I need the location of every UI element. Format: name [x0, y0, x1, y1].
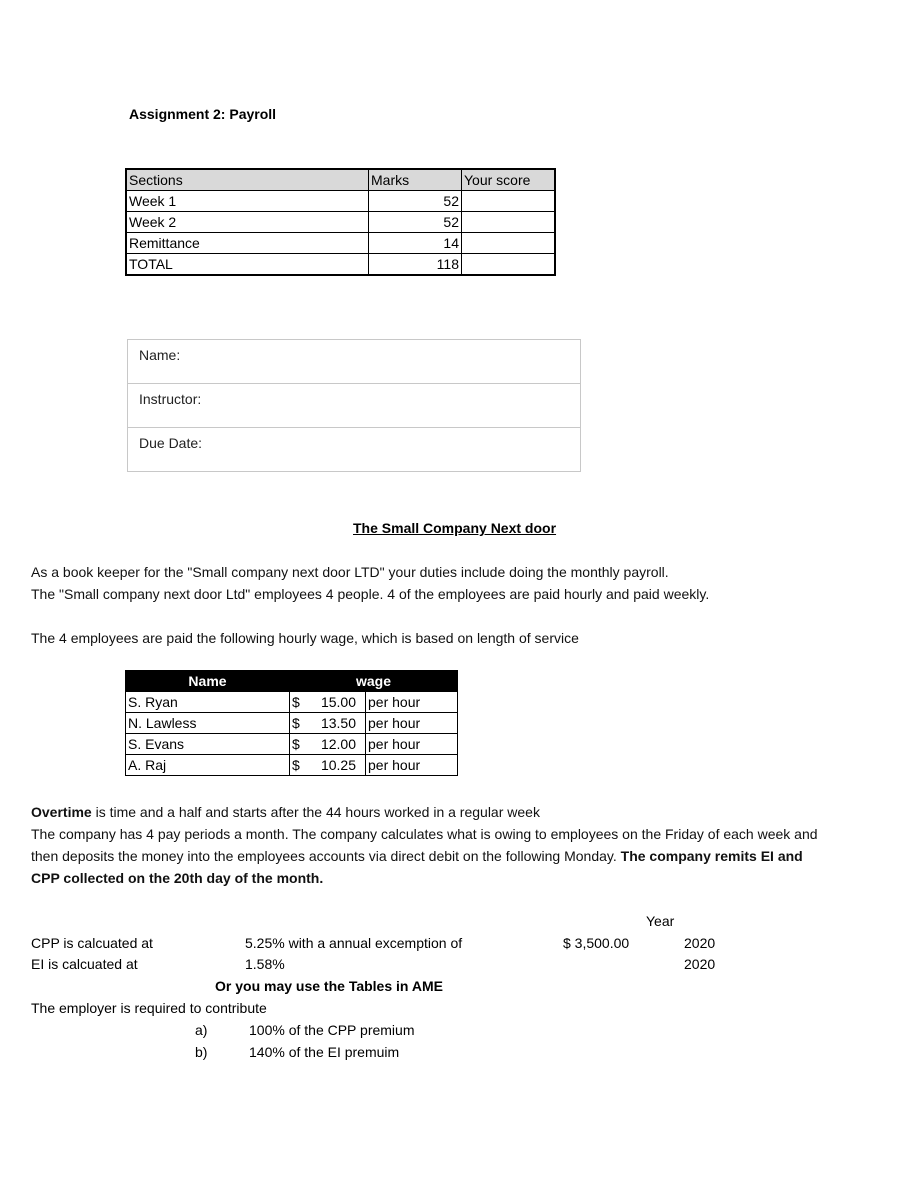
intro-line-1: As a book keeper for the "Small company next door LTD" your duties include doing the monthly payroll. — [31, 564, 669, 580]
section-cell: Week 2 — [126, 212, 369, 233]
overtime-line — [31, 804, 540, 820]
item-marker: a) — [195, 1022, 208, 1038]
employee-name: A. Raj — [126, 755, 290, 776]
ei-year: 2020 — [684, 956, 716, 972]
name-label: Name: — [139, 347, 181, 363]
overtime-text: hours worked in a regular week — [341, 804, 540, 820]
instructor-label: Instructor: — [139, 391, 202, 407]
remit-text: The company remits EI and — [620, 848, 803, 864]
table-row — [126, 713, 458, 734]
table-row — [126, 191, 555, 212]
employer-intro: The employer is required to contribute — [31, 1000, 267, 1016]
employee-name: S. Ryan — [126, 692, 290, 713]
overtime-hours: 44 — [325, 804, 342, 820]
employee-count: 4 — [325, 586, 334, 602]
table-row — [126, 692, 458, 713]
score-cell[interactable] — [462, 233, 556, 254]
section-cell: Remittance — [126, 233, 369, 254]
employee-name: N. Lawless — [126, 713, 290, 734]
wage-table — [125, 670, 458, 776]
intro-text: The "Small company next door Ltd" employees — [31, 586, 326, 602]
due-date-field[interactable] — [128, 428, 580, 471]
marks-table-header — [126, 169, 555, 191]
document-title: Assignment 2: Payroll — [129, 106, 277, 122]
cpp-rate: 5.25% with a annual excemption of — [245, 935, 463, 951]
section-cell: TOTAL — [126, 254, 369, 276]
ei-label: EI is calcuated at — [31, 956, 138, 972]
intro-text: The — [31, 630, 60, 646]
employer-item: 140% of the EI premuim — [249, 1044, 400, 1060]
overtime-label: Overtime — [31, 804, 92, 820]
wage-value: 12.00 — [320, 736, 356, 752]
intro-text: people. — [333, 586, 388, 602]
marks-cell: 14 — [369, 233, 462, 254]
score-cell[interactable] — [462, 254, 556, 276]
wage-value: 13.50 — [320, 715, 356, 731]
currency-symbol: $ — [292, 694, 300, 710]
pay-periods-line-1 — [31, 826, 818, 842]
employee-name: S. Evans — [126, 734, 290, 755]
wage-value: 15.00 — [320, 694, 356, 710]
wage-unit: per hour — [366, 692, 458, 713]
intro-text: employees are paid the following hourly wage, which is based on length of service — [66, 630, 579, 646]
section-cell: Week 1 — [126, 191, 369, 212]
header-your-score: Your score — [462, 169, 556, 191]
cpp-exemption: $ 3,500.00 — [563, 935, 630, 951]
currency-symbol: $ — [292, 736, 300, 752]
currency-symbol: $ — [292, 757, 300, 773]
employee-count: 4 — [59, 630, 67, 646]
item-marker: b) — [195, 1044, 208, 1060]
pay-period-count: 4 — [146, 826, 154, 842]
table-row — [126, 212, 555, 233]
score-cell[interactable] — [462, 212, 556, 233]
intro-line-2 — [31, 586, 709, 602]
wage-value: 10.25 — [320, 757, 356, 773]
wage-amount — [290, 734, 366, 755]
instructor-field[interactable] — [128, 384, 580, 428]
student-info-box — [127, 339, 581, 472]
tables-note: Or you may use the Tables in AME — [215, 978, 443, 994]
wage-amount — [290, 755, 366, 776]
name-field[interactable] — [128, 340, 580, 384]
year-header: Year — [646, 913, 675, 929]
overtime-text: is time and a half and starts after the — [91, 804, 326, 820]
marks-cell: 52 — [369, 191, 462, 212]
wage-table-header — [126, 671, 458, 692]
score-cell[interactable] — [462, 191, 556, 212]
employer-item: 100% of the CPP premium — [249, 1022, 415, 1038]
pay-text: then deposits the money into the employees accounts via direct debit on the following Monday. — [31, 848, 621, 864]
header-sections: Sections — [126, 169, 369, 191]
marks-cell: 52 — [369, 212, 462, 233]
table-row — [126, 755, 458, 776]
wage-amount — [290, 713, 366, 734]
table-row — [126, 254, 555, 276]
table-row — [126, 734, 458, 755]
ei-rate: 1.58% — [245, 956, 285, 972]
header-wage: wage — [290, 671, 458, 692]
intro-line-3 — [31, 630, 579, 646]
wage-unit: per hour — [366, 713, 458, 734]
intro-text: of the employees are paid hourly and paid weekly. — [395, 586, 710, 602]
cpp-year: 2020 — [684, 935, 716, 951]
marks-table — [125, 168, 556, 276]
hourly-count: 4 — [387, 586, 396, 602]
header-marks: Marks — [369, 169, 462, 191]
pay-text: pay periods a month. The company calculates what is owing to employees on the Friday of each week and — [153, 826, 818, 842]
pay-periods-line-2 — [31, 848, 803, 864]
header-name: Name — [126, 671, 290, 692]
cpp-label: CPP is calcuated at — [31, 935, 153, 951]
pay-periods-line-3: CPP collected on the 20th day of the month. — [31, 870, 324, 886]
wage-unit: per hour — [366, 755, 458, 776]
due-date-label: Due Date: — [139, 435, 203, 451]
company-heading: The Small Company Next door — [353, 520, 557, 536]
currency-symbol: $ — [292, 715, 300, 731]
wage-amount — [290, 692, 366, 713]
table-row — [126, 233, 555, 254]
pay-text: The company has — [31, 826, 147, 842]
wage-unit: per hour — [366, 734, 458, 755]
marks-cell: 118 — [369, 254, 462, 276]
